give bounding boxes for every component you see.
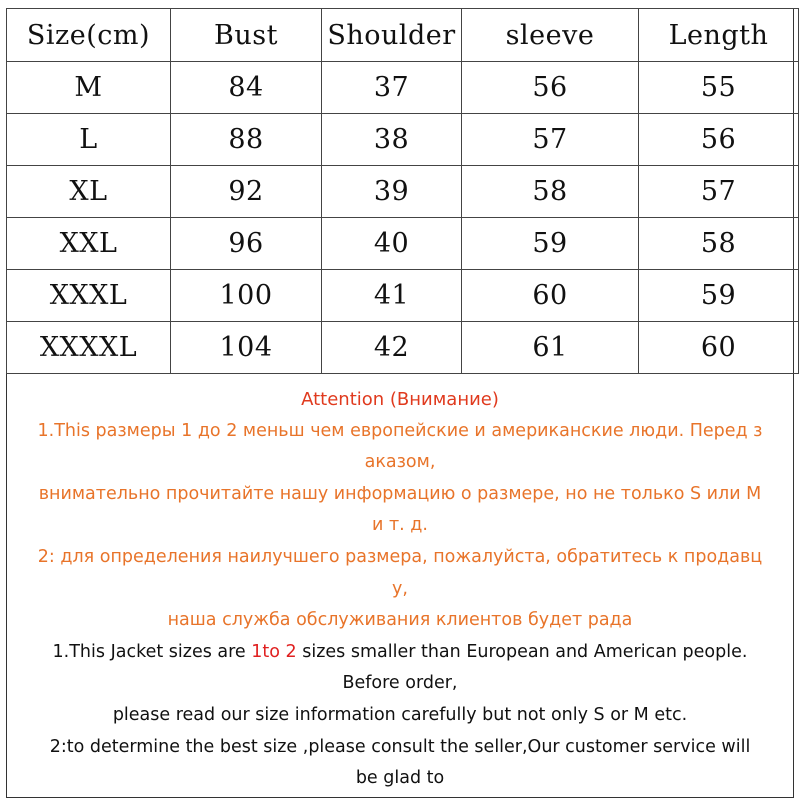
en-note-line: be glad to (355, 768, 445, 789)
en-note-line: please read our size information carefully but not only S or M etc. (112, 704, 688, 725)
table-row (7, 218, 799, 270)
bust-cell: 84 (171, 62, 322, 114)
attention-title: Attention (Внимание) (301, 389, 499, 410)
bust-cell: 96 (171, 218, 322, 270)
shoulder-cell: 40 (322, 218, 462, 270)
en-note-line: 2:to determine the best size ,please consult the seller,Our customer service will (49, 736, 751, 757)
header-sleeve: sleeve (462, 9, 639, 62)
sleeve-cell: 57 (462, 114, 639, 166)
shoulder-cell: 41 (322, 270, 462, 322)
length-cell: 57 (639, 166, 799, 218)
attention-notes (7, 376, 793, 797)
ru-note-line: 1.This размеры 1 до 2 меньш чем европейские и американские люди. Перед з (37, 420, 763, 441)
length-cell: 59 (639, 270, 799, 322)
length-cell: 56 (639, 114, 799, 166)
header-size: Size(cm) (7, 9, 171, 62)
table-row (7, 62, 799, 114)
bust-cell: 88 (171, 114, 322, 166)
size-cell: XXXXL (7, 322, 171, 374)
ru-note-line: 2: для определения наилучшего размера, пожалуйста, обратитесь к продавц (37, 546, 763, 567)
size-cell: XL (7, 166, 171, 218)
sleeve-cell: 60 (462, 270, 639, 322)
ru-note-line: у, (392, 578, 408, 599)
header-bust: Bust (171, 9, 322, 62)
table-row (7, 166, 799, 218)
en-note-text: 1.This Jacket sizes are (52, 641, 252, 662)
ru-note-line: аказом, (364, 452, 436, 473)
sleeve-cell: 61 (462, 322, 639, 374)
sleeve-cell: 58 (462, 166, 639, 218)
shoulder-cell: 42 (322, 322, 462, 374)
sleeve-cell: 59 (462, 218, 639, 270)
size-cell: M (7, 62, 171, 114)
en-note-text: sizes smaller than European and American people. (296, 641, 748, 662)
table-row (7, 114, 799, 166)
length-cell: 60 (639, 322, 799, 374)
length-cell: 58 (639, 218, 799, 270)
bust-cell: 100 (171, 270, 322, 322)
shoulder-cell: 38 (322, 114, 462, 166)
en-note-highlight: 1to 2 (251, 641, 297, 662)
size-cell: XXL (7, 218, 171, 270)
header-shoulder: Shoulder (322, 9, 462, 62)
table-row (7, 270, 799, 322)
table-header-row (7, 9, 799, 62)
en-note-line (7, 637, 793, 669)
size-cell: L (7, 114, 171, 166)
table-row (7, 322, 799, 374)
header-length: Length (639, 9, 799, 62)
en-note-line: Before order, (342, 673, 458, 694)
shoulder-cell: 39 (322, 166, 462, 218)
size-table (6, 8, 799, 374)
shoulder-cell: 37 (322, 62, 462, 114)
length-cell: 55 (639, 62, 799, 114)
ru-note-line: внимательно прочитайте нашу информацию о размере, но не только S или M (38, 483, 762, 504)
ru-note-line: наша служба обслуживания клиентов будет рада (167, 610, 633, 631)
bust-cell: 92 (171, 166, 322, 218)
ru-note-line: и т. д. (372, 515, 428, 536)
size-cell: XXXL (7, 270, 171, 322)
sleeve-cell: 56 (462, 62, 639, 114)
bust-cell: 104 (171, 322, 322, 374)
